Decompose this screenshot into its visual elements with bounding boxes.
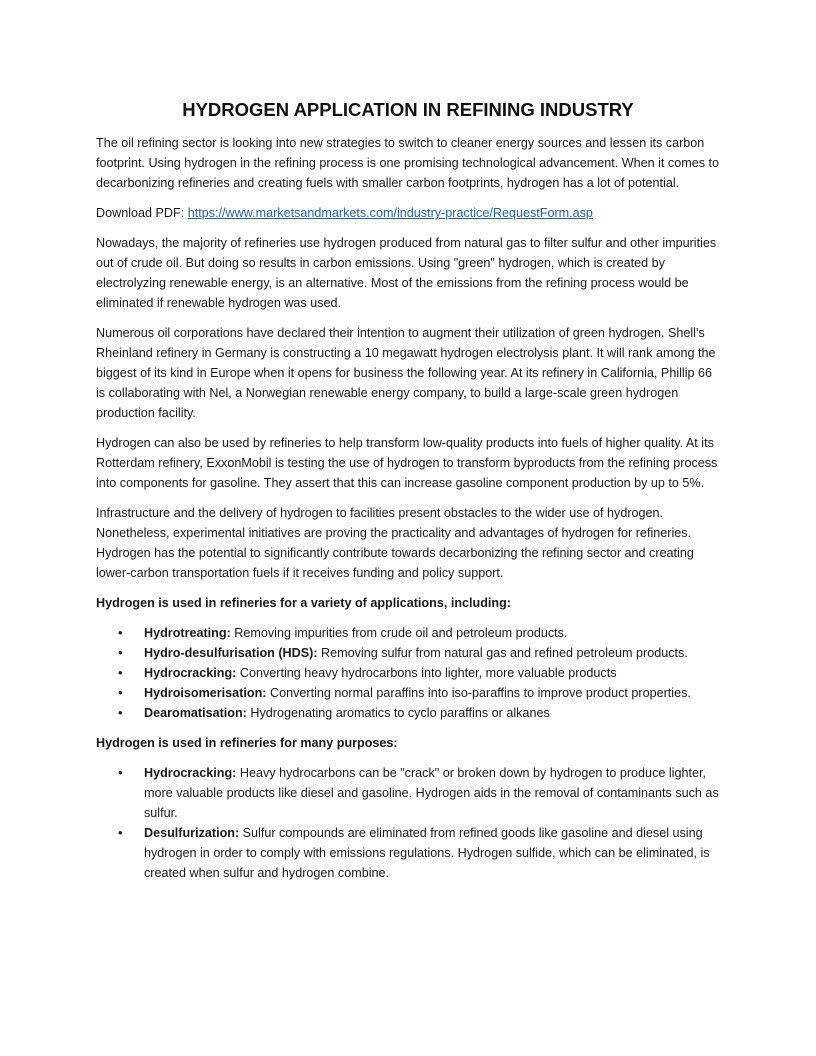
body-paragraph-3: Hydrogen can also be used by refineries to help transform low-quality products into fuels of higher quality. At its Rotterdam refinery, ExxonMobil is testing the use of hydrogen to transform byproducts from the refining process into components for gasoline. They assert that this can increase gasoline component production by up to 5%. bbox=[96, 436, 718, 490]
list-item-text: Heavy hydrocarbons can be "crack" or broken down by hydrogen to produce lighter, more valuable products like diesel and gasoline. Hydrogen aids in the removal of contaminants such as sulfur. bbox=[144, 766, 719, 820]
list-item-term: Hydro-desulfurisation (HDS): bbox=[144, 646, 318, 660]
body-paragraph-1: Nowadays, the majority of refineries use hydrogen produced from natural gas to filter sulfur and other impurities out of crude oil. But doing so results in carbon emissions. Using "green" hydrogen, which is created by electrolyzing renewable energy, is an alternative. Most of the emissions from the refining process would be eliminated if renewable hydrogen was used. bbox=[96, 236, 717, 310]
list-item-term: Hydrocracking: bbox=[144, 766, 237, 780]
list-item bbox=[96, 763, 720, 823]
list-item-term: Desulfurization: bbox=[144, 826, 240, 840]
bullet-icon: • bbox=[118, 625, 123, 640]
list-item bbox=[96, 663, 720, 683]
bullet-icon: • bbox=[118, 765, 123, 780]
list-item bbox=[96, 623, 720, 643]
purposes-heading: Hydrogen is used in refineries for many purposes: bbox=[96, 736, 398, 750]
bullet-icon: • bbox=[118, 685, 123, 700]
list-item bbox=[96, 823, 720, 883]
list-item-term: Hydrotreating: bbox=[144, 626, 231, 640]
bullet-icon: • bbox=[118, 825, 123, 840]
bullet-icon: • bbox=[118, 705, 123, 720]
download-pdf-link[interactable]: https://www.marketsandmarkets.com/industry-practice/RequestForm.asp bbox=[187, 206, 593, 220]
bullet-icon: • bbox=[118, 645, 123, 660]
body-paragraph-4: Infrastructure and the delivery of hydrogen to facilities present obstacles to the wider use of hydrogen. Nonetheless, experimental initiatives are proving the practicality and advantages of hydrogen for refineries. Hydrogen has the potential to significantly contribute towards decarbonizing the refining sector and creating lower-carbon transportation fuels if it receives funding and policy support. bbox=[96, 506, 694, 580]
list-item bbox=[96, 703, 720, 723]
applications-list bbox=[96, 623, 720, 723]
list-item bbox=[96, 643, 720, 663]
list-item-text: Removing sulfur from natural gas and refined petroleum products. bbox=[317, 646, 688, 660]
list-item-text: Converting normal paraffins into iso-paraffins to improve product properties. bbox=[266, 686, 691, 700]
bullet-icon: • bbox=[118, 665, 123, 680]
intro-paragraph: The oil refining sector is looking into new strategies to switch to cleaner energy sources and lessen its carbon footprint. Using hydrogen in the refining process is one promising technological advancement. When it comes to decarbonizing refineries and creating fuels with smaller carbon footprints, hydrogen has a lot of potential. bbox=[96, 136, 720, 190]
list-item-term: Hydroisomerisation: bbox=[144, 686, 267, 700]
download-line bbox=[96, 203, 720, 223]
list-item-term: Hydrocracking: bbox=[144, 666, 237, 680]
list-item bbox=[96, 683, 720, 703]
list-item-text: Sulfur compounds are eliminated from refined goods like gasoline and diesel using hydrogen in order to comply with emissions regulations. Hydrogen sulfide, which can be eliminated, is created when sulfur and hydrogen combine. bbox=[144, 826, 710, 880]
list-item-term: Dearomatisation: bbox=[144, 706, 247, 720]
applications-heading: Hydrogen is used in refineries for a variety of applications, including: bbox=[96, 596, 511, 610]
download-label: Download PDF: bbox=[96, 206, 188, 220]
body-paragraph-2: Numerous oil corporations have declared their intention to augment their utilization of green hydrogen. Shell's Rheinland refinery in Germany is constructing a 10 megawatt hydrogen electrolysis plant. It will rank among the biggest of its kind in Europe when it opens for business the following year. At its refinery in California, Phillip 66 is collaborating with Nel, a Norwegian renewable energy company, to build a large-scale green hydrogen production facility. bbox=[96, 326, 716, 420]
document-title: HYDROGEN APPLICATION IN REFINING INDUSTRY bbox=[182, 99, 634, 120]
purposes-list bbox=[96, 763, 720, 883]
document-page bbox=[96, 96, 720, 893]
list-item-text: Converting heavy hydrocarbons into lighter, more valuable products bbox=[236, 666, 617, 680]
list-item-text: Hydrogenating aromatics to cyclo paraffins or alkanes bbox=[246, 706, 550, 720]
list-item-text: Removing impurities from crude oil and petroleum products. bbox=[230, 626, 568, 640]
